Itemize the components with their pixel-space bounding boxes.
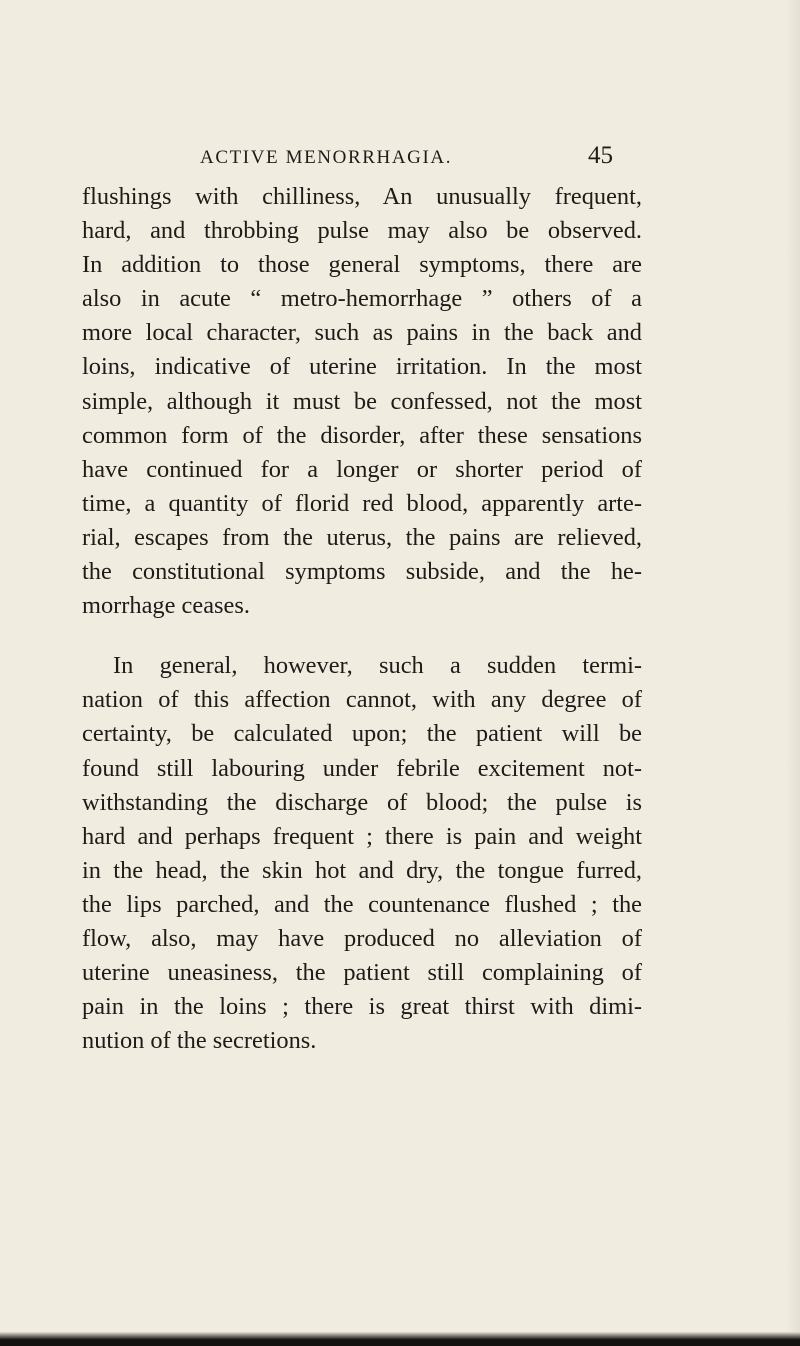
text-line: more local character, such as pains in the back and — [82, 319, 642, 347]
text-line: flushings with chilliness, An unusually frequent, — [82, 183, 642, 210]
text-line: In addition to those general symptoms, there are — [82, 251, 642, 279]
text-line: withstanding the discharge of blood; the pulse is — [82, 788, 642, 816]
paragraph-1 — [82, 180, 642, 623]
paragraph-2 — [82, 649, 642, 1058]
text-line: hard and perhaps frequent ; there is pain and weight — [82, 822, 642, 850]
text-line: have continued for a longer or shorter period of — [82, 455, 642, 483]
text-line: time, a quantity of florid red blood, apparently arte- — [82, 489, 642, 517]
text-line: certainty, be calculated upon; the patient will be — [82, 720, 642, 748]
running-head — [200, 137, 632, 177]
text-line: pain in the loins ; there is great thirst with dimi- — [82, 993, 642, 1021]
text-line: hard, and throbbing pulse may also be observed. — [82, 217, 642, 245]
text-line: flow, also, may have produced no alleviation of — [82, 924, 642, 952]
text-line: the lips parched, and the countenance flushed ; the — [82, 890, 642, 918]
page-bottom-edge — [0, 1332, 800, 1346]
text-line: in the head, the skin hot and dry, the tongue furred, — [82, 856, 642, 884]
paragraph-gap — [82, 623, 642, 649]
text-line: morrhage ceases. — [82, 592, 250, 620]
running-title: ACTIVE MENORRHAGIA. — [200, 147, 453, 168]
text-line: also in acute “ metro-hemorrhage ” others of a — [82, 285, 642, 313]
text-line: In general, however, such a sudden termi- — [113, 652, 642, 680]
text-line: nution of the secretions. — [82, 1027, 317, 1055]
page-number: 45 — [588, 142, 613, 169]
text-line: rial, escapes from the uterus, the pains are relieved, — [82, 523, 642, 551]
text-line: nation of this affection cannot, with any degree of — [82, 686, 642, 714]
body-text — [82, 180, 642, 1058]
text-line: found still labouring under febrile excitement not- — [82, 754, 642, 782]
text-line: loins, indicative of uterine irritation. In the most — [82, 353, 642, 381]
text-line: the constitutional symptoms subside, and the he- — [82, 558, 642, 586]
text-line: common form of the disorder, after these sensations — [82, 421, 642, 449]
text-line: simple, although it must be confessed, not the most — [82, 387, 642, 415]
text-line: uterine uneasiness, the patient still complaining of — [82, 959, 642, 987]
page-edge-shadow — [786, 0, 800, 1346]
